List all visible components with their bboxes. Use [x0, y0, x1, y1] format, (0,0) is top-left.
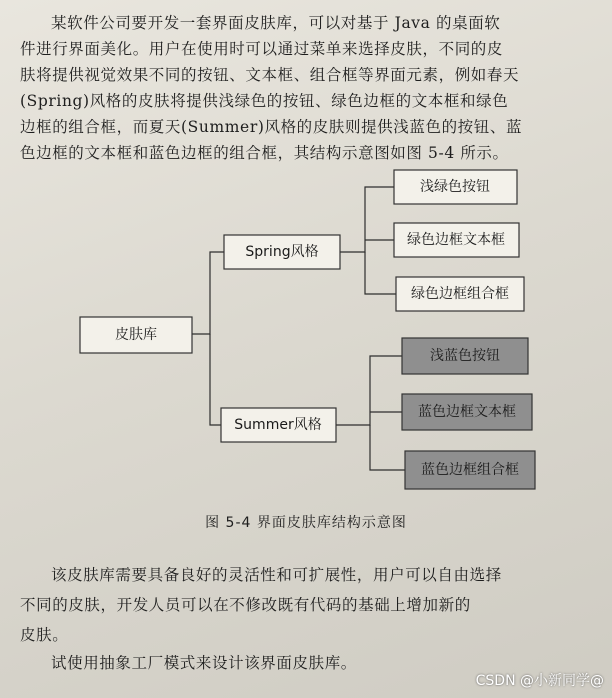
branch-label-summer: Summer风格: [234, 417, 322, 433]
intro-line: 某软件公司要开发一套界面皮肤库，可以对基于 Java 的桌面软: [51, 14, 501, 32]
leaf-label: 绿色边框组合框: [411, 286, 509, 302]
leaf-label: 蓝色边框文本框: [418, 404, 516, 420]
intro-line: 肤将提供视觉效果不同的按钮、文本框、组合框等界面元素，例如春天: [20, 66, 520, 84]
requirement-line: 皮肤。: [20, 626, 69, 644]
figure-caption: 图 5-4 界面皮肤库结构示意图: [205, 515, 407, 531]
requirement-line: 该皮肤库需要具备良好的灵活性和可扩展性，用户可以自由选择: [51, 566, 502, 584]
branch-label-spring: Spring风格: [245, 244, 319, 260]
leaf-label: 浅绿色按钮: [420, 179, 490, 195]
csdn-watermark: CSDN @小新同学@: [475, 673, 604, 689]
intro-line: 边框的组合框，而夏天(Summer)风格的皮肤则提供浅蓝色的按钮、蓝: [20, 118, 523, 136]
branch-node-spring: [224, 235, 340, 269]
connector: [210, 334, 221, 425]
leaf-label: 蓝色边框组合框: [421, 462, 519, 478]
leaf-node: [394, 170, 517, 204]
leaf-node: [402, 394, 532, 430]
leaf-label: 绿色边框文本框: [407, 232, 505, 248]
branch-node-summer: [221, 408, 336, 442]
intro-line: 件进行界面美化。用户在使用时可以通过菜单来选择皮肤，不同的皮: [20, 40, 504, 58]
connector: [370, 425, 405, 470]
root-node-label: 皮肤库: [115, 327, 157, 343]
requirement-line: 不同的皮肤，开发人员可以在不修改既有代码的基础上增加新的: [20, 596, 471, 614]
leaf-label: 浅蓝色按钮: [430, 348, 500, 364]
task-line: 试使用抽象工厂模式来设计该界面皮肤库。: [51, 654, 357, 672]
connector: [340, 187, 394, 252]
leaf-node: [402, 338, 528, 374]
intro-line: (Spring)风格的皮肤将提供浅绿色的按钮、绿色边框的文本框和绿色: [20, 92, 509, 110]
requirement-paragraph: [20, 560, 592, 650]
connector: [365, 252, 396, 294]
leaf-node: [396, 277, 524, 311]
leaf-node: [394, 223, 519, 257]
intro-line: 色边框的文本框和蓝色边框的组合框，其结构示意图如图 5-4 所示。: [20, 144, 509, 162]
connector: [192, 252, 224, 334]
root-node: [80, 317, 192, 353]
leaf-node: [405, 451, 535, 489]
connector: [336, 356, 402, 425]
